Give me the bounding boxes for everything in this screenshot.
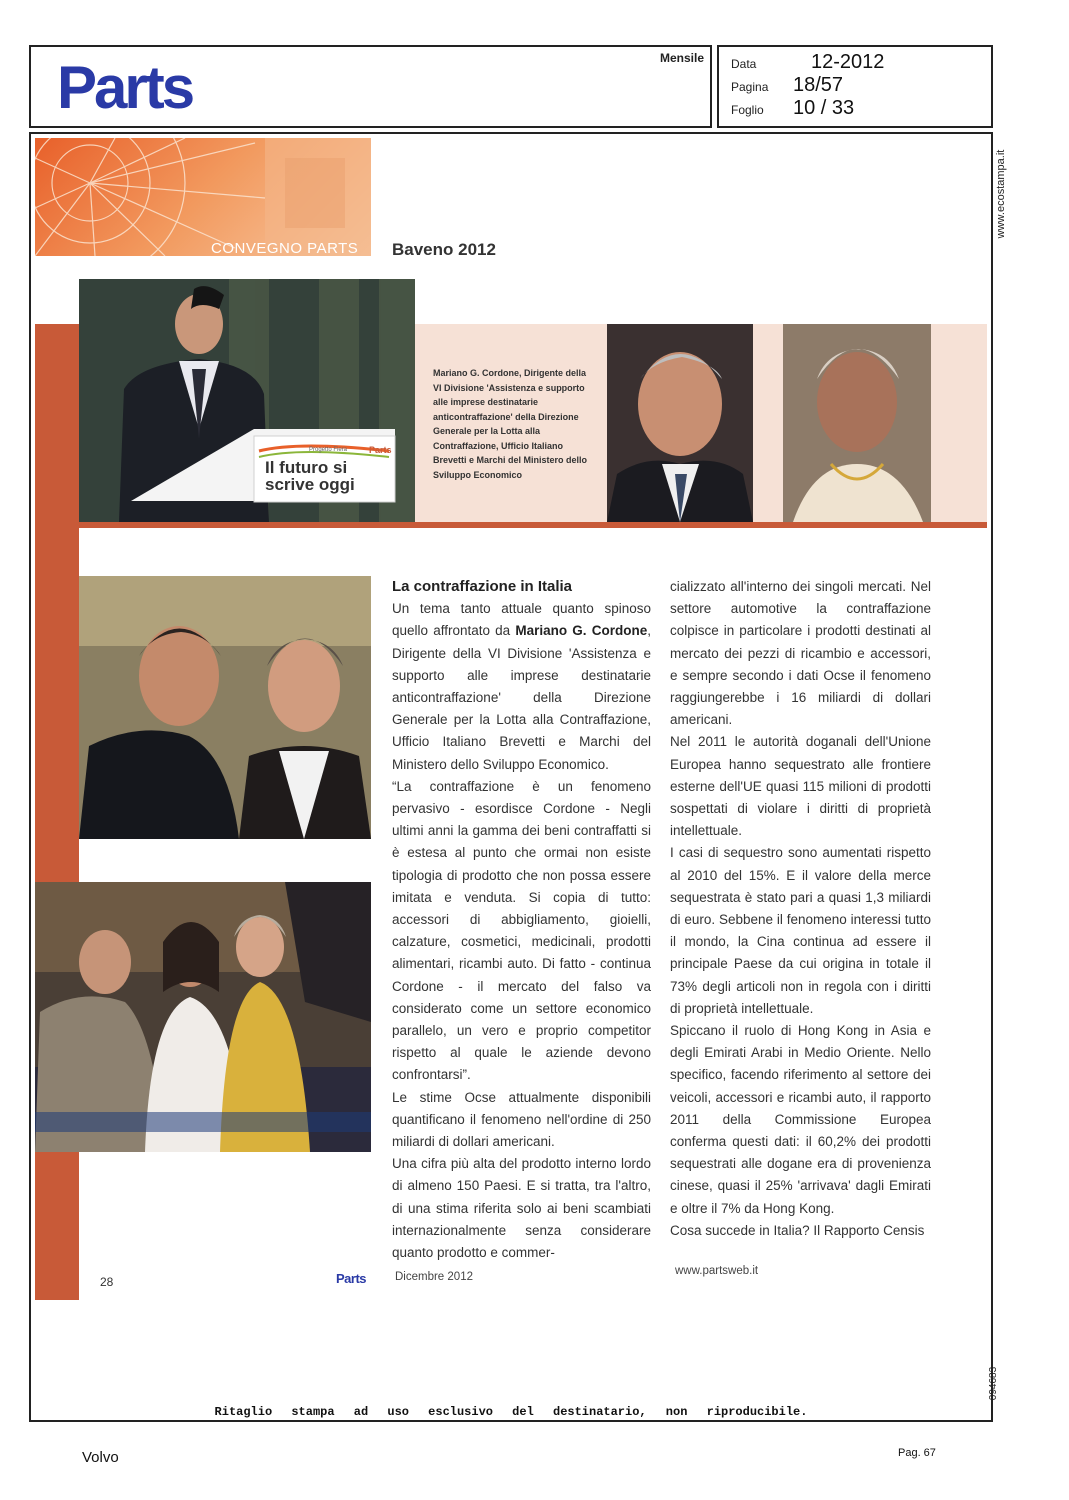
article-paragraph: Cosa succede in Italia? Il Rapporto Censis: [670, 1222, 925, 1238]
speaker-photo: [79, 279, 415, 522]
podium-slogan: Il futuro si scrive oggi: [265, 458, 355, 494]
article-paragraph: I casi di sequestro sono aumentati rispetto al 2010 del 15%. E il valore della merce sequestrata è stato pari a quasi 1,3 miliardi di euro. Sebbene il fenomeno interessi tutto il mondo, la Cina continua ad essere il principale Paese da cui origina in totale il 73% degli articoli non in regola con i diritti di proprietà intellettuale.: [670, 845, 931, 1016]
meta-value: 18/57: [793, 74, 844, 96]
article-paragraph: “La contraffazione è un fenomeno pervasivo - esordisce Cordone - Negli ultimi anni la gamma dei beni contraffatti si è estesa al punto che ormai non esiste tipologia di prodotto che non possa essere imitata e venduta. Si copia di tutto: accessori di abbigliamento, gioielli, calzature, cosmetici, medicinali, prodotti alimentari, ricambi auto. Di fatto - continua Cordone - il mercato del falso va considerato come un settore economico parallelo, un vero e proprio competitor rispetto al quale le aziende devono confrontarsi”.: [392, 778, 651, 1083]
meta-value: 10 / 33: [793, 97, 855, 119]
event-title: Baveno 2012: [392, 240, 496, 259]
reproduction-notice: Ritaglio stampa ad uso esclusivo del destinatario, non riproducibile.: [214, 1405, 808, 1419]
two-men-photo: [79, 576, 371, 839]
audience-photo: [35, 882, 371, 1152]
podium-small-text: Progetto Fiera: [309, 447, 348, 453]
client-name: Volvo: [82, 1449, 119, 1466]
frequency-label: Mensile: [659, 51, 704, 65]
woman-portrait-photo: [783, 324, 931, 522]
article-paragraph: Le stime Ocse attualmente disponibili quantificano il fenomeno nell'ordine di 250 miliardi di dollari americani.: [392, 1089, 651, 1150]
side-code: [988, 1360, 1011, 1410]
side-code-text: 094683: [988, 1366, 1000, 1401]
woman-portrait-graphic: [783, 324, 931, 522]
parts-logo: Parts: [57, 54, 193, 121]
audience-graphic: [35, 882, 371, 1152]
article-paragraph: cializzato all'interno dei singoli mercati. Nel settore automotive la contraffazione colpisce in particolare i prodotti destinati al mercato dei pezzi di ricambio e accessori, e sempre secondo i dati Ocse il fenomeno raggiungerebbe i 16 miliardi di dollari americani.: [670, 579, 931, 728]
speaker-name: Mariano G. Cordone: [515, 623, 648, 639]
article-column-1: [392, 576, 651, 1264]
article-text: Un tema tanto attuale quanto spinoso quello affrontato da: [392, 601, 651, 639]
photo-caption: Mariano G. Cordone, Dirigente della VI Divisione 'Assistenza e supporto alle imprese destinatarie anticontraffazione' della Direzione Generale per la Lotta alla Contraffazione, Ufficio Italiano Brevetti e Marchi del Ministero dello Sviluppo Economico: [433, 368, 588, 480]
footer-brand: Parts: [336, 1271, 367, 1286]
sun-rays-graphic: [35, 138, 371, 256]
footer-date: Dicembre 2012: [395, 1271, 473, 1283]
two-men-graphic: [79, 576, 371, 839]
meta-label: Foglio: [731, 103, 764, 117]
meta-label: Pagina: [731, 80, 769, 94]
article-paragraph: Spiccano il ruolo di Hong Kong in Asia e degli Emirati Arabi in Medio Oriente. Nello specifico, facendo riferimento al settore dei veicoli, accessori e ricambi auto, il rapporto 2011 della Commissione Europea conferma questi dati: il 60,2% dei prodotti sequestrati alle dogane era di provenienza cinese, quasi il 25% 'arrivava' dagli Emirati e oltre il 7% da Hong Kong.: [670, 1023, 931, 1216]
red-side-band: [35, 324, 79, 1300]
article-paragraph: Una cifra più alta del prodotto interno lordo di almeno 150 Paesi. E si tratta, tra l'altro, di una stima riferita solo ai beni scambiati internazionalmente senza considerare quanto prodotto e commer-: [392, 1156, 651, 1261]
man-portrait-graphic: [607, 324, 753, 522]
document-page-number: Pag. 67: [898, 1447, 936, 1459]
article-text: , Dirigente della VI Divisione 'Assistenza e supporto alle imprese destinatarie anticontraffazione' della Direzione Generale per la Lotta alla Contraffazione, Ufficio Italiano Brevetti e Marchi del Ministero dello Sviluppo Economico.: [392, 623, 651, 772]
article-paragraph: [392, 598, 651, 776]
podium-brand: Parts: [369, 445, 392, 455]
article-column-2: [670, 576, 931, 1242]
red-horizontal-band: [35, 522, 987, 528]
masthead-box: [29, 45, 712, 128]
meta-box: [717, 45, 993, 128]
section-label: CONVEGNO PARTS: [211, 240, 359, 257]
meta-label: Data: [731, 57, 757, 71]
page-number: 28: [100, 1275, 114, 1289]
man-portrait-photo: [607, 324, 753, 522]
convegno-banner: [35, 138, 371, 256]
side-url-text: www.ecostampa.it: [995, 149, 1007, 239]
article-paragraph: Nel 2011 le autorità doganali dell'Unione Europea hanno sequestrato alle frontiere esterne dell'UE quasi 115 milioni di prodotti sospettati di violare i diritti di proprietà intellettuale.: [670, 734, 931, 839]
footer-website: www.partsweb.it: [675, 1265, 759, 1277]
meta-value: 12-2012: [811, 51, 885, 73]
article-title: La contraffazione in Italia: [392, 578, 573, 595]
side-url: [991, 148, 1011, 248]
